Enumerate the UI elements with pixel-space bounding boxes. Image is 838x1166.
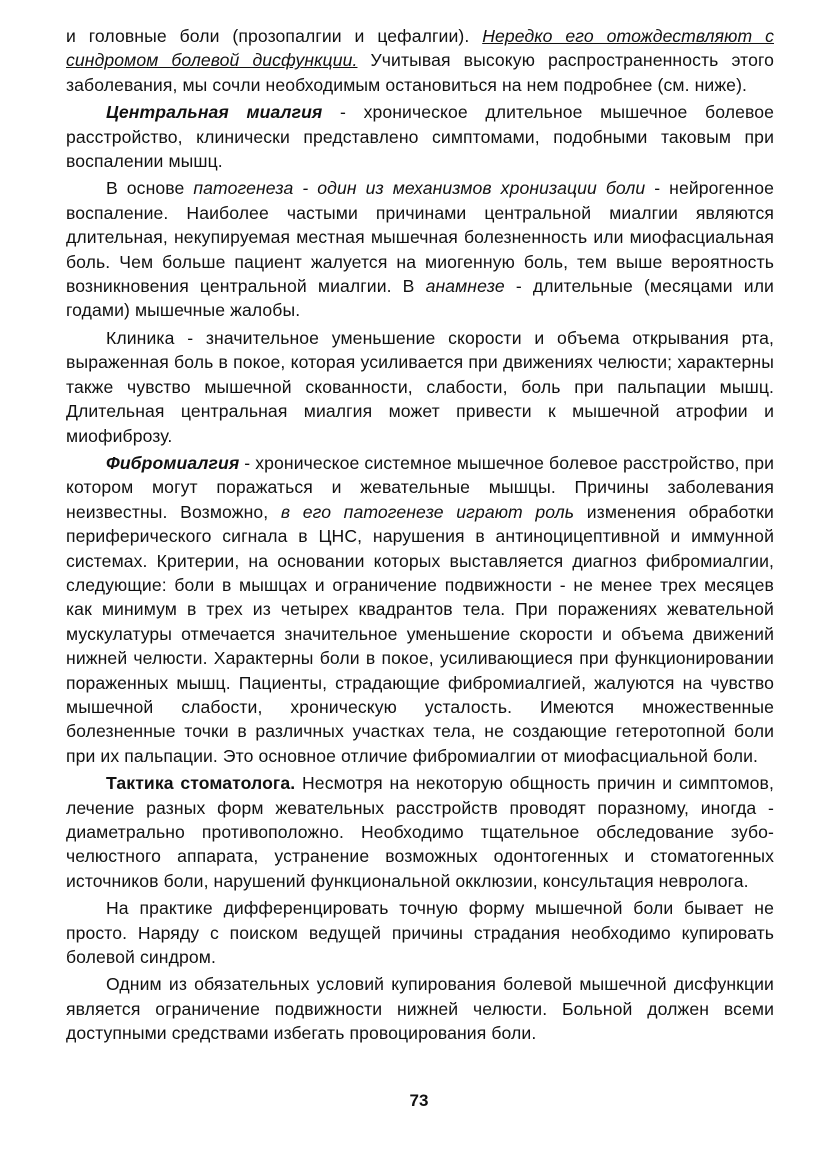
paragraph xyxy=(66,451,774,768)
text-body xyxy=(66,24,774,1046)
text-run: и головные боли (прозопалгии и цефалгии). xyxy=(66,26,483,46)
text-run: Центральная миалгия xyxy=(106,102,323,123)
text-run: Клиника - значительное уменьшение скорости и объема открывания рта, выраженная боль в покое, которая усиливается при движениях челюсти; характерны также чувство мышечной скованности, слабости, боль при пальпации мышц. Длительная центральная миалгия может привести к мышечной атрофии и миофиброзу. xyxy=(66,327,774,446)
paragraph xyxy=(66,100,774,173)
text-run: - хроническое длительное мышечное болевое расстройство, клинически представлено симптомами, подобными таковым при воспалении мышц. xyxy=(66,102,774,172)
paragraph xyxy=(66,24,774,97)
text-run: - нейрогенное воспаление. Наиболее частыми причинами центральной миалгии являются длительная, некупируемая местная мышечная болезненность или миофасциальная боль. Чем больше пациент жалуется на миогенную боль, тем выше вероятность возникновения центральной миалгии. В xyxy=(66,178,774,297)
text-run: патогенеза - один из механизмов хронизации боли xyxy=(193,178,646,199)
text-run: Фибромиалгия xyxy=(106,452,240,473)
text-run: Тактика стоматолога. xyxy=(106,773,296,794)
paragraph xyxy=(66,326,774,448)
text-run: изменения обработки периферического сигнала в ЦНС, нарушения в антиноцицептивной и иммунной системах. Критерии, на основании которых выставляется диагноз фибромиалгии, следующие: боли в мышцах и ограничение подвижности - не менее трех месяцев как минимум в трех из четырех квадрантов тела. При поражениях жевательной мускулатуры отмечается значительное уменьшение скорости и объема движений нижней челюсти. Характерны боли в покое, усиливающиеся при функционировании пораженных мышц. Пациенты, страдающие фибромиалгией, жалуются на чувство мышечной слабости, хроническую усталость. Имеются множественные болезненные точки в различных участках тела, не создающие гетеротопной боли при их пальпации. Это основное отличие фибромиалгии от миофасциальной боли. xyxy=(66,501,774,766)
text-run: в его патогенезе играют роль xyxy=(280,501,575,522)
text-run: Учитывая высокую распространенность этого заболевания, мы сочли необходимым остановиться на нем подробнее (см. ниже). xyxy=(66,50,774,95)
text-run: Нередко его отождествляют с синдромом болевой дисфункции. xyxy=(66,26,774,71)
text-run: - хроническое системное мышечное болевое расстройство, при котором могут поражаться и жевательные мышцы. Причины заболевания неизвестны. Возможно, xyxy=(66,452,775,522)
text-run: Одним из обязательных условий купирования болевой мышечной дисфункции является ограничение подвижности нижней челюсти. Больной должен всеми доступными средствами избегать провоцирования боли. xyxy=(66,974,774,1044)
paragraph xyxy=(66,972,774,1045)
paragraph xyxy=(66,771,774,893)
paragraph xyxy=(66,176,774,322)
page-number: 73 xyxy=(409,1091,429,1110)
text-run: В основе xyxy=(106,178,194,199)
paragraph xyxy=(66,896,774,969)
text-run: На практике дифференцировать точную форму мышечной боли бывает не просто. Наряду с поиском ведущей причины страдания необходимо купировать болевой синдром. xyxy=(66,898,774,968)
text-run: анамнезе xyxy=(425,276,505,297)
text-run: Несмотря на некоторую общность причин и симптомов, лечение разных форм жевательных расстройств проводят поразному, иногда - диаметрально противоположно. Необходимо тщательное обследование зубо-челюстного аппарата, устранение возможных одонтогенных и стоматогенных источников боли, нарушений функциональной окклюзии, консультация невролога. xyxy=(66,773,774,891)
text-run: - длительные (месяцами или годами) мышечные жалобы. xyxy=(66,276,774,321)
